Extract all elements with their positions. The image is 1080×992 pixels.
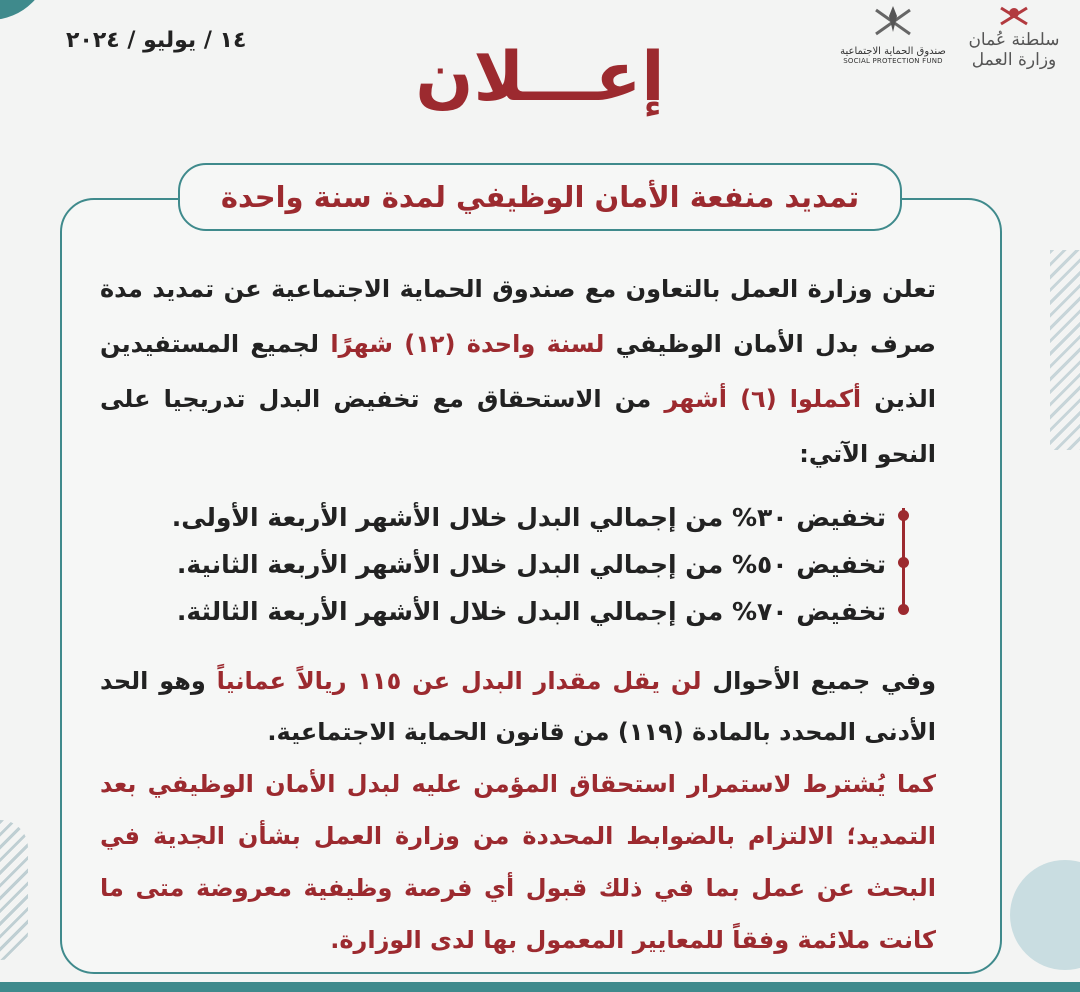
fund-name-arabic: صندوق الحماية الاجتماعية: [840, 46, 946, 57]
bullet-dot: [898, 557, 909, 568]
intro-highlight-duration: لسنة واحدة (١٢) شهرًا: [330, 330, 605, 358]
date-label: ١٤ / يوليو / ٢٠٢٤: [66, 28, 247, 53]
khanjar-emblem-icon: [868, 4, 918, 38]
bottom-bar: [0, 982, 1080, 992]
intro-text-1: تعلن وزارة العمل بالتعاون مع صندوق الحماية الاجتماعية عن تمديد مدة صرف بدل الأمان الوظيفي: [100, 275, 937, 358]
fund-name-english: SOCIAL PROTECTION FUND: [843, 57, 943, 65]
reduction-list: [140, 494, 886, 635]
intro-paragraph: [100, 262, 936, 482]
announcement-title: إعـــلان: [415, 38, 665, 117]
minimum-paragraph: [100, 656, 936, 758]
minimum-highlight: لن يقل مقدار البدل عن ١١٥ ريالاً عمانياً: [216, 667, 702, 695]
intro-highlight-months: أكملوا (٦) أشهر: [664, 385, 862, 413]
stripe-decoration-left: [0, 820, 28, 960]
conditions-paragraph: كما يُشترط لاستمرار استحقاق المؤمن عليه لبدل الأمان الوظيفي بعد التمديد؛ الالتزام بالضوابط المحددة من وزارة العمل بشأن الجدية في البحث عن عمل بما في ذلك قبول أي فرصة وظيفية معروضة متى ما كانت ملائمة وفقاً للمعايير المعمول بها لدى الوزارة.: [100, 770, 936, 954]
intro-text-3: من الاستحقاق مع تخفيض البدل تدريجيا على النحو الآتي:: [100, 385, 936, 468]
reduction-item: تخفيض ٧٠% من إجمالي البدل خلال الأشهر الأربعة الثالثة.: [176, 597, 886, 626]
stripe-decoration-right: [1050, 250, 1080, 450]
reduction-item: تخفيض ٣٠% من إجمالي البدل خلال الأشهر الأربعة الأولى.: [171, 503, 886, 532]
bullet-dot: [898, 510, 909, 521]
ministry-name-line2: وزارة العمل: [971, 50, 1057, 70]
intro-text-2: لجميع المستفيدين الذين: [100, 330, 937, 413]
circle-decoration: [1010, 860, 1080, 970]
announcement-subtitle: [178, 163, 902, 231]
ministry-name-line1: سلطنة عُمان: [968, 30, 1060, 50]
subtitle-text: تمديد منفعة الأمان الوظيفي لمدة سنة واحدة: [220, 180, 860, 214]
bullet-dot: [898, 604, 909, 615]
minimum-text-1: وفي جميع الأحوال: [701, 667, 936, 695]
corner-decoration: [0, 0, 50, 20]
minimum-text-2: وهو الحد الأدنى المحدد بالمادة (١١٩) من قانون الحماية الاجتماعية.: [100, 667, 936, 746]
oman-emblem-icon: [997, 4, 1031, 26]
reduction-item: تخفيض ٥٠% من إجمالي البدل خلال الأشهر الأربعة الثانية.: [176, 550, 886, 579]
